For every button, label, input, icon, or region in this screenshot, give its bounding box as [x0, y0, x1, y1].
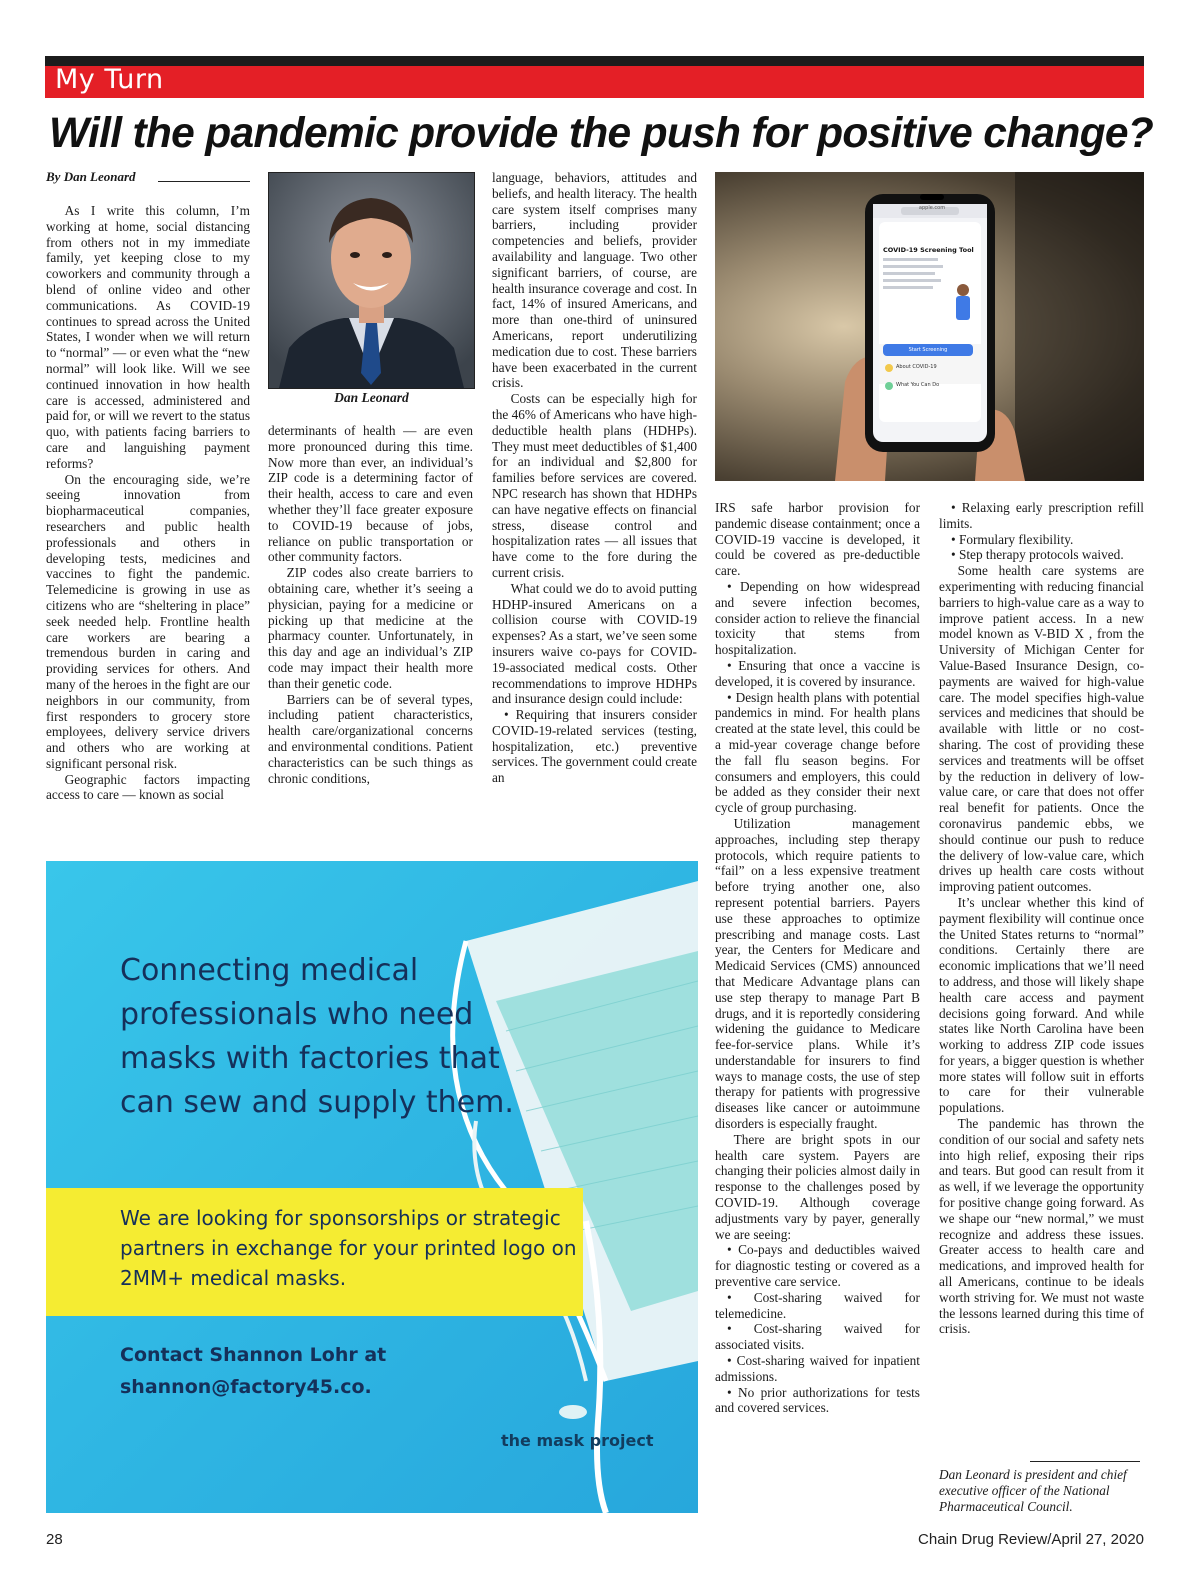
ad-subtext: We are looking for sponsorships or strategic partners in exchange for your printed logo on 2MM+ medical masks. — [120, 1206, 577, 1290]
paragraph: As I write this column, I’m working at home, social distancing from others not in my immediate family, yet keeping close to my coworkers and community through a blend of online video and other communications. As COVID-19 continues to spread across the United States, I wonder when we will return to “normal” — or even what the “new normal” will look like. Will we see continued innovation in how health care is accessed, administered and paid for, or will we revert to the status quo, with patients facing barriers to care and languishing payment reforms? — [46, 203, 250, 471]
bullet-item: • Requiring that insurers consider COVID-19-related services (testing, hospitalization, etc.) preventive services. The government could create an — [492, 707, 697, 786]
phone-screen-title: COVID-19 Screening Tool — [883, 246, 974, 254]
ad-headline: Connecting medical professionals who need masks with factories that can sew and supply them. — [120, 953, 514, 1120]
bullet-item: • Cost-sharing waived for associated visits. — [715, 1321, 920, 1353]
paragraph: There are bright spots in our health care system. Payers are changing their policies almost daily in response to the challenges posed by COVID-19. Although coverage adjustments vary by payer, generally we are seeing: — [715, 1131, 920, 1242]
header-top-rule — [45, 56, 1144, 66]
paragraph: Geographic factors impacting access to care — known as social — [46, 771, 250, 803]
phone-item-what-you-can-do: What You Can Do — [896, 382, 940, 388]
bullet-item: • Formulary flexibility. — [950, 531, 1074, 547]
article-column-1 — [46, 203, 250, 833]
photo-caption: Dan Leonard — [334, 390, 409, 405]
author-bio: Dan Leonard is president and chief executive officer of the National Pharmaceutical Council. — [939, 1467, 1127, 1514]
bullet-item: • Cost-sharing waived for telemedicine. — [715, 1289, 920, 1321]
ad-contact-line: Contact Shannon Lohr at — [120, 1344, 387, 1366]
section-label: My Turn — [55, 64, 164, 95]
page-number: 28 — [46, 1531, 63, 1548]
paragraph: It’s unclear whether this kind of payment flexibility will continue once the United States returns to “normal” conditions. Certainly there are economic implications that we’ll need to address, and those will likely shape health care access and payment decisions going forward. And while states like North Carolina have been working to address ZIP code issues for years, a bigger question is whether more states will follow suit in efforts to care for their vulnerable populations. — [939, 894, 1144, 1116]
paragraph: On the encouraging side, we’re seeing innovation from biopharmaceutical companies, researchers and public health professionals and others in developing tests, medicines and vaccines to fight the pandemic. Telemedicine is growing in use as citizens who are “sheltering in place” seek needed help. Frontline health care workers are bearing a tremendous burden in caring and providing services for others. And many of the heroes in the fight are our neighbors in our community, from first responders to grocery store employees, delivery service drivers and others who are working at significant personal risk. — [46, 471, 250, 771]
paragraph: ZIP codes also create barriers to obtaining care, whether it’s seeing a physician, paying for a medicine or picking up that medicine at the pharmacy counter. Unfortunately, in this day and age an individual’s ZIP code may impact their health more than their genetic code. — [268, 565, 473, 691]
article-column-5 — [939, 500, 1144, 1455]
bullet-item: • Design health plans with potential pandemics in mind. For health plans created at the state level, this could be a mid-year coverage change before the fall flu season begins. For consumers and employers, this could be added as they consider their next cycle of group purchasing. — [715, 689, 920, 816]
bullet-item: • Depending on how widespread and severe infection becomes, consider action to relieve the financial toxicity that stems from hospitalization. — [715, 578, 920, 658]
paragraph: Utilization management approaches, including step therapy protocols, which require patients to “fail” on a less expensive treatment before trying another one, also represent potential barriers. Payers use these approaches to optimize prescribing and manage costs. Last year, the Centers for Medicare and Medicaid Services (CMS) announced that Medicare Advantage plans can use step therapy to manage Part B drugs, and it is reportedly considering widening the guidance to Medicare fee-for-service plans. While it’s understandable for insurers to find ways to manage costs, the use of step therapy for patients with progressive diseases like cancer or autoimmune disorders is especially fraught. — [715, 815, 920, 1132]
bio-rule — [1030, 1461, 1140, 1462]
ad-brand-logo: the mask project — [501, 1431, 654, 1450]
phone-photo — [715, 172, 1144, 481]
bullet-item: • Co-pays and deductibles waived for diagnostic testing or covered as a preventive care service. — [715, 1242, 920, 1290]
paragraph: Costs can be especially high for the 46% of Americans who have high-deductible health plans (HDHPs). They must meet deductibles of $1,400 for an individual and $2,800 for families before services are covered. NPC research has shown that HDHPs can have negative effects on financial stress, disease control and hospitalization rates — all issues that have come to the fore during the current crisis. — [492, 391, 697, 580]
article-column-2 — [268, 423, 473, 835]
phone-item-about: About COVID-19 — [896, 364, 937, 370]
publication-line: Chain Drug Review/April 27, 2020 — [918, 1531, 1144, 1548]
bullet-item: • No prior authorizations for tests and covered services. — [715, 1384, 920, 1416]
paragraph: Barriers can be of several types, including patient characteristics, health care/organizational concerns and environmental conditions. Patient characteristics can be such things as chronic conditions, — [268, 691, 473, 786]
bullet-item: • Ensuring that once a vaccine is developed, it is covered by insurance. — [715, 657, 920, 689]
paragraph: The pandemic has thrown the condition of our social and safety nets into high relief, exposing their rips and tears. But good can result from it as well, if we leverage the opportunity for positive change going forward. As we shape our “new normal,” we must recognize and address these issues. Greater access to health care and medications, and improved health for all Americans, continue to be ideals worth striving for. We must not waste the lessons learned during this time of crisis. — [939, 1116, 1144, 1337]
paragraph: IRS safe harbor provision for pandemic disease containment; once a COVID-19 vaccine is developed, it could be covered as pre-deductible care. — [715, 500, 920, 579]
bullet-item: • Relaxing early prescription refill limits. — [939, 500, 1144, 531]
phone-url: apple.com — [918, 205, 946, 211]
phone-start-button: Start Screening — [908, 347, 948, 353]
author-photo — [268, 172, 475, 389]
ad-contact — [120, 1339, 520, 1403]
bullet-item: • Step therapy protocols waived. — [950, 547, 1124, 563]
bullet-item: • Cost-sharing waived for inpatient admissions. — [715, 1353, 920, 1384]
byline-rule — [158, 181, 250, 182]
article-column-3 — [492, 170, 697, 835]
byline: By Dan Leonard — [46, 169, 136, 184]
ad-contact-email[interactable]: shannon@factory45.co. — [120, 1376, 372, 1398]
article-column-4 — [715, 500, 920, 1520]
paragraph: language, behaviors, attitudes and beliefs, and health literacy. The health care system itself comprises many barriers, including provider competencies and beliefs, provider availability and language. Two other significant barriers, of course, are health insurance coverage and cost. In fact, 14% of insured Americans, and more than one-third of uninsured Americans, report underutilizing medication due to cost. These barriers have been exacerbated in the current crisis. — [492, 170, 697, 391]
advertisement — [46, 861, 698, 1513]
paragraph: What could we do to avoid putting HDHP-insured Americans on a collision course with COVID-19 expenses? As a start, we’ve seen some insurers waive co-pays for COVID-19-associated medical costs. Other recommendations to improve HDHPs and insurance design could include: — [492, 580, 697, 707]
paragraph: Some health care systems are experimenting with reducing financial barriers to high-value care as a way to improve patient access. In a new model known as V-BID X , from the University of Michigan Center for Value-Based Insurance Design, co-payments are waived for high-value care. The model specifies high-value services and medicines that should be available with little or no cost-sharing. The cost of providing these services and treatments will be offset by the reduction in delivery of low-value care, or care that does not offer real benefit for patients. Once the coronavirus pandemic ebbs, we should continue our push to reduce the delivery of low-value care, which drives up health care costs without improving patient outcomes. — [939, 563, 1144, 895]
article-headline: Will the pandemic provide the push for positive change? — [49, 110, 1154, 157]
section-banner — [45, 66, 1144, 98]
paragraph: determinants of health — are even more pronounced during this time. Now more than ever, an individual’s ZIP code is a determining factor of their health, access to care and even whether they’ll face greater exposure to COVID-19 because of jobs, reliance on public transportation or other community factors. — [268, 423, 473, 565]
